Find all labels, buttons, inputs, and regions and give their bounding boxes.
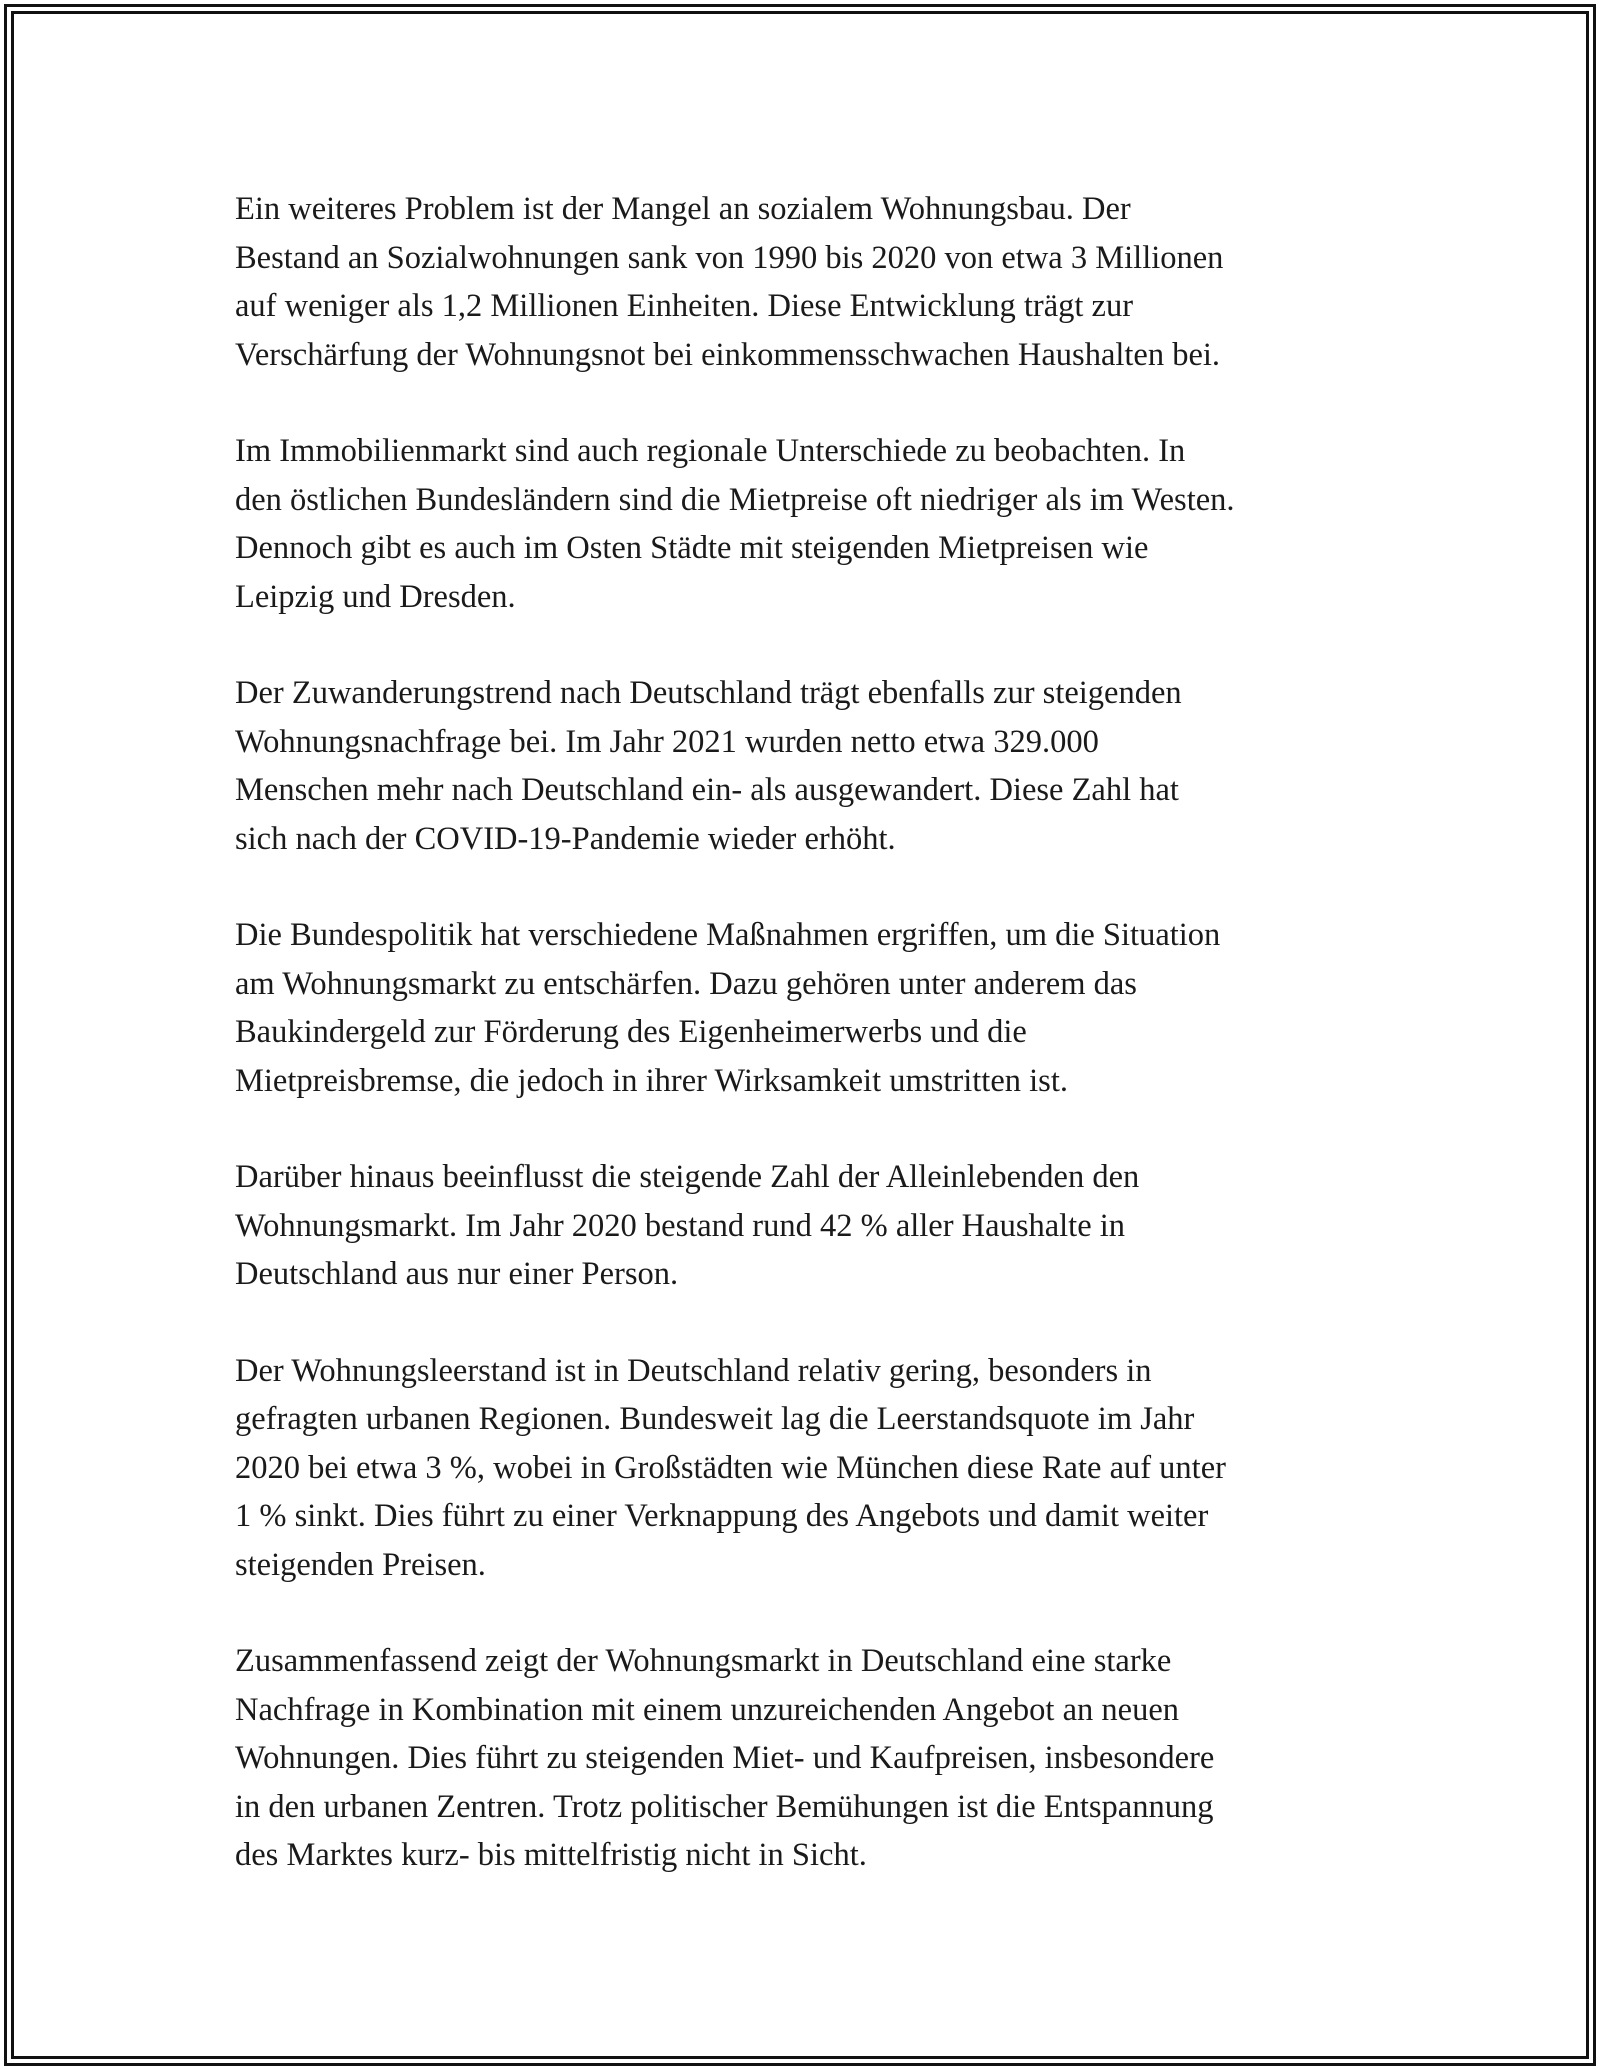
text-line: sich nach der COVID-19-Pandemie wieder erhöht. — [235, 820, 896, 857]
text-line: in den urbanen Zentren. Trotz politischer Bemühungen ist die Entspannung — [235, 1788, 1214, 1825]
text-line: Wohnungsnachfrage bei. Im Jahr 2021 wurden netto etwa 329.000 — [235, 723, 1099, 760]
text-line: des Marktes kurz- bis mittelfristig nicht in Sicht. — [235, 1837, 867, 1873]
text-line: Deutschland aus nur einer Person. — [235, 1256, 679, 1292]
text-line: Wohnungsmarkt. Im Jahr 2020 bestand rund 42 % aller Haushalte in — [235, 1207, 1126, 1244]
text-line: Der Zuwanderungstrend nach Deutschland trägt ebenfalls zur steigenden — [235, 675, 1182, 711]
text-line: gefragten urbanen Regionen. Bundesweit lag die Leerstandsquote im Jahr — [235, 1401, 1195, 1437]
text-line: Mietpreisbremse, die jedoch in ihrer Wirksamkeit umstritten ist. — [235, 1062, 1068, 1099]
paragraph-immigration — [235, 669, 1395, 863]
text-line: 1 % sinkt. Dies führt zu einer Verknappung des Angebots und damit weiter — [235, 1498, 1209, 1534]
text-line: Die Bundespolitik hat verschiedene Maßnahmen ergriffen, um die Situation — [235, 917, 1221, 953]
paragraph-social-housing — [235, 185, 1395, 379]
text-line: Ein weiteres Problem ist der Mangel an sozialem Wohnungsbau. Der — [235, 191, 1131, 227]
paragraph-summary — [235, 1637, 1395, 1880]
paragraph-vacancy — [235, 1347, 1395, 1590]
document-body — [235, 185, 1395, 1928]
text-line: Im Immobilienmarkt sind auch regionale Unterschiede zu beobachten. In — [235, 433, 1186, 469]
text-line: Nachfrage in Kombination mit einem unzureichenden Angebot an neuen — [235, 1691, 1179, 1728]
text-line: Bestand an Sozialwohnungen sank von 1990 bis 2020 von etwa 3 Millionen — [235, 239, 1224, 276]
text-line: Verschärfung der Wohnungsnot bei einkommensschwachen Haushalten bei. — [235, 336, 1221, 373]
paragraph-federal-policy — [235, 911, 1395, 1105]
paragraph-single-households — [235, 1153, 1395, 1299]
text-line: steigenden Preisen. — [235, 1546, 486, 1583]
text-line: Der Wohnungsleerstand ist in Deutschland relativ gering, besonders in — [235, 1352, 1152, 1389]
text-line: auf weniger als 1,2 Millionen Einheiten. Diese Entwicklung trägt zur — [235, 288, 1134, 324]
text-line: den östlichen Bundesländern sind die Mietpreise oft niedriger als im Westen. — [235, 481, 1235, 518]
text-line: Leipzig und Dresden. — [235, 578, 516, 615]
text-line: Darüber hinaus beeinflusst die steigende Zahl der Alleinlebenden den — [235, 1159, 1140, 1195]
text-line: Baukindergeld zur Förderung des Eigenheimerwerbs und die — [235, 1014, 1027, 1050]
text-line: Dennoch gibt es auch im Osten Städte mit steigenden Mietpreisen wie — [235, 530, 1149, 566]
text-line: am Wohnungsmarkt zu entschärfen. Dazu gehören unter anderem das — [235, 965, 1137, 1002]
text-line: 2020 bei etwa 3 %, wobei in Großstädten wie München diese Rate auf unter — [235, 1449, 1226, 1486]
text-line: Menschen mehr nach Deutschland ein- als ausgewandert. Diese Zahl hat — [235, 772, 1179, 808]
text-line: Wohnungen. Dies führt zu steigenden Miet- und Kaufpreisen, insbesondere — [235, 1740, 1215, 1776]
paragraph-regional-differences — [235, 427, 1395, 621]
text-line: Zusammenfassend zeigt der Wohnungsmarkt in Deutschland eine starke — [235, 1643, 1172, 1679]
